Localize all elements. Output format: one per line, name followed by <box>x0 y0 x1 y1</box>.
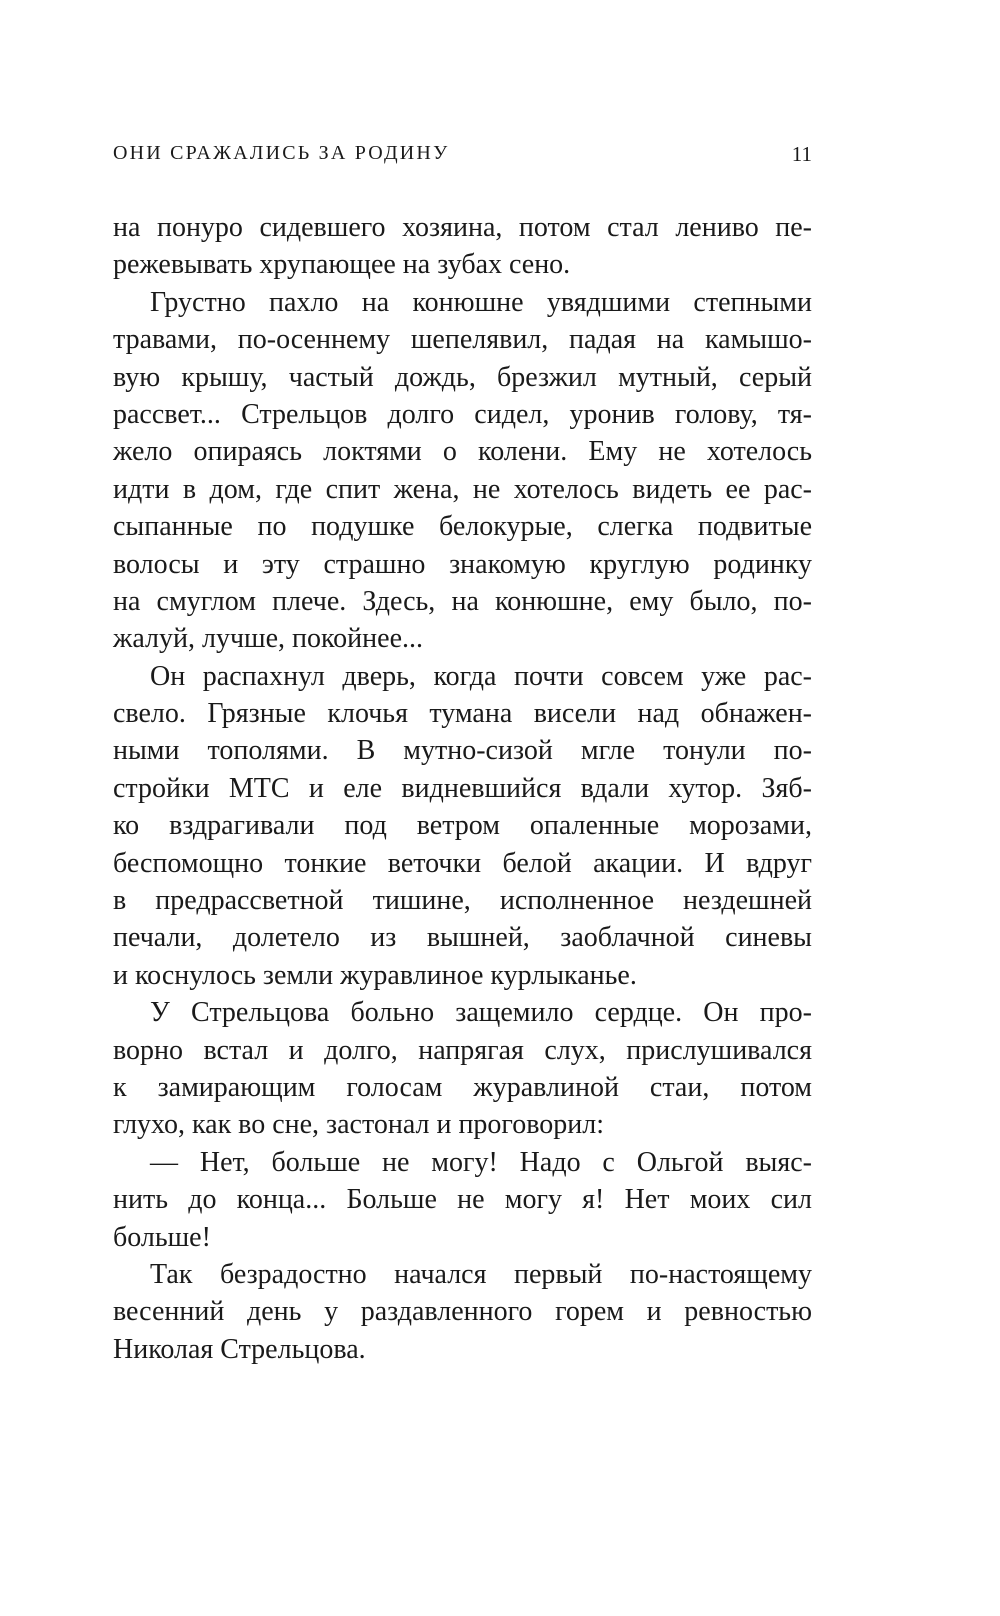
text-line: больше! <box>113 1221 211 1253</box>
text-line: беспомощно тонкие веточки белой акации. И вдруг <box>113 847 812 879</box>
text-line: ными тополями. В мутно-сизой мгле тонули по- <box>113 735 812 767</box>
text-line: идти в дом, где спит жена, не хотелось видеть ее рас- <box>113 473 812 505</box>
text-line: к замирающим голосам журавлиной стаи, потом <box>113 1071 812 1103</box>
text-line: свело. Грязные клочья тумана висели над обнажен- <box>113 698 812 730</box>
text-line: режевывать хрупающее на зубах сено. <box>113 249 571 281</box>
text-line: в предрассветной тишине, исполненное нездешней <box>113 885 812 917</box>
text-line: вую крышу, частый дождь, брезжил мутный, серый <box>113 361 812 393</box>
running-title: ОНИ СРАЖАЛИСЬ ЗА РОДИНУ <box>113 142 450 164</box>
text-line: ко вздрагивали под ветром опаленные морозами, <box>113 810 812 842</box>
text-line: рассвет... Стрельцов долго сидел, уронив голову, тя- <box>113 398 812 430</box>
text-line: печали, долетело из вышней, заоблачной синевы <box>113 922 812 954</box>
text-line: ворно встал и долго, напрягая слух, прислушивался <box>113 1034 812 1066</box>
text-line: весенний день у раздавленного горем и ревностью <box>113 1296 812 1328</box>
text-line: волосы и эту страшно знакомую круглую родинку <box>113 548 812 580</box>
text-line: Он распахнул дверь, когда почти совсем уже рас- <box>150 660 812 692</box>
text-line: жалуй, лучше, покойнее... <box>113 623 424 655</box>
text-line: нить до конца... Больше не могу я! Нет моих сил <box>113 1184 812 1216</box>
text-line: стройки МТС и еле видневшийся вдали хутор. Зяб- <box>113 772 812 804</box>
text-line: — Нет, больше не могу! Надо с Ольгой выяс- <box>150 1146 812 1178</box>
text-line: Так безрадостно начался первый по-настоящему <box>150 1258 812 1290</box>
text-line: сыпанные по подушке белокурые, слегка подвитые <box>113 511 812 543</box>
text-line: жело опираясь локтями о колени. Ему не хотелось <box>113 436 812 468</box>
text-line: глухо, как во сне, застонал и проговорил: <box>113 1109 604 1141</box>
text-line: Грустно пахло на конюшне увядшими степными <box>150 286 812 318</box>
page-header <box>113 142 812 172</box>
text-line: У Стрельцова больно защемило сердце. Он про- <box>150 997 812 1029</box>
text-line: на понуро сидевшего хозяина, потом стал лениво пе- <box>113 212 812 243</box>
text-line: и коснулось земли журавлиное курлыканье. <box>113 959 637 991</box>
text-line: травами, по-осеннему шепелявил, падая на камышо- <box>113 324 812 356</box>
text-line: на смуглом плече. Здесь, на конюшне, ему было, по- <box>113 585 812 617</box>
text-line: Николая Стрельцова. <box>113 1333 366 1365</box>
body-text <box>113 209 812 1368</box>
page-number: 11 <box>791 142 812 166</box>
